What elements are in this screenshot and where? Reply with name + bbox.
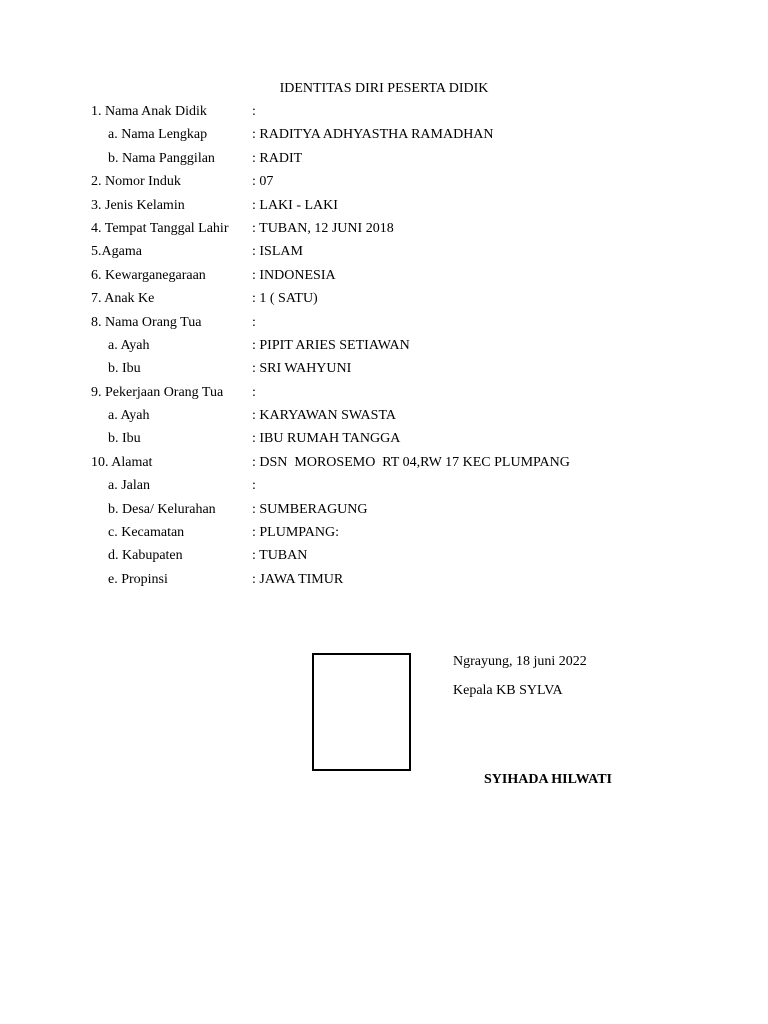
row-value: : ISLAM — [252, 244, 303, 260]
row-value: : RADITYA ADHYASTHA RAMADHAN — [252, 127, 494, 143]
row-value: : SRI WAHYUNI — [252, 361, 352, 377]
row-label: 5.Agama — [91, 244, 142, 260]
signature-name: SYIHADA HILWATI — [484, 772, 612, 787]
row-label: a. Ayah — [108, 408, 150, 424]
row-label: b. Ibu — [108, 361, 141, 377]
row-label: e. Propinsi — [108, 571, 168, 587]
row-label: c. Kecamatan — [108, 525, 185, 541]
row-label: 1. Nama Anak Didik — [91, 104, 207, 119]
row-label: a. Ayah — [108, 337, 150, 353]
row-value: : TUBAN — [252, 548, 308, 564]
row-value: : IBU RUMAH TANGGA — [252, 431, 401, 447]
row-value: : RADIT — [252, 150, 303, 166]
signature-role: Kepala KB SYLVA — [453, 683, 563, 698]
row-label: 3. Jenis Kelamin — [91, 197, 185, 213]
row-value: : KARYAWAN SWASTA — [252, 408, 396, 424]
document-title: IDENTITAS DIRI PESERTA DIDIK — [279, 81, 489, 96]
row-value: : PIPIT ARIES SETIAWAN — [252, 337, 410, 353]
row-label: 7. Anak Ke — [91, 291, 155, 307]
row-label: 9. Pekerjaan Orang Tua — [91, 384, 224, 400]
row-label: a. Nama Lengkap — [108, 127, 208, 143]
row-label: a. Jalan — [108, 478, 150, 494]
row-value: : TUBAN, 12 JUNI 2018 — [252, 220, 394, 236]
row-value: : 1 ( SATU) — [252, 291, 318, 307]
row-label: 2. Nomor Induk — [91, 174, 181, 190]
row-value: : 07 — [252, 174, 274, 190]
row-label: d. Kabupaten — [108, 548, 183, 564]
row-value: : DSN MOROSEMO RT 04,RW 17 KEC PLUMPANG — [252, 454, 570, 470]
row-value: : — [252, 104, 256, 119]
row-label: b. Desa/ Kelurahan — [108, 501, 216, 517]
photo-placeholder-box — [312, 653, 411, 771]
row-value: : — [252, 384, 256, 400]
row-label: 10. Alamat — [91, 454, 153, 470]
row-value: : INDONESIA — [252, 267, 336, 283]
row-label: b. Nama Panggilan — [108, 150, 215, 166]
signature-place-date: Ngrayung, 18 juni 2022 — [453, 654, 587, 669]
row-label: b. Ibu — [108, 431, 141, 447]
row-value: : SUMBERAGUNG — [252, 501, 368, 517]
row-label: 4. Tempat Tanggal Lahir — [91, 220, 229, 236]
row-value: : — [252, 314, 256, 330]
row-value: : PLUMPANG: — [252, 525, 340, 541]
row-value: : — [252, 478, 256, 494]
row-label: 6. Kewarganegaraan — [91, 267, 206, 283]
row-value: : LAKI - LAKI — [252, 197, 338, 213]
row-label: 8. Nama Orang Tua — [91, 314, 202, 330]
row-value: : JAWA TIMUR — [252, 571, 344, 587]
